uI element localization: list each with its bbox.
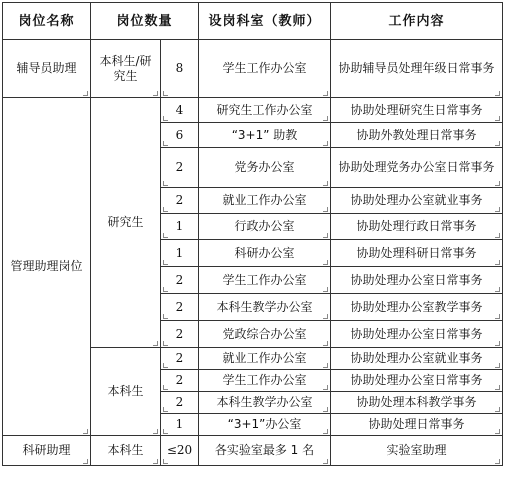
cell-corner-mark bbox=[323, 287, 328, 292]
cell-corner-mark bbox=[495, 407, 500, 412]
content-cell: 协助处理办公室日常事务 bbox=[331, 321, 503, 348]
content-cell: 协助处理办公室日常事务 bbox=[331, 267, 503, 294]
office-cell: 党务办公室 bbox=[199, 148, 331, 188]
table-row bbox=[3, 436, 503, 466]
cell-corner-mark bbox=[163, 314, 168, 319]
office-cell: 学生工作办公室 bbox=[199, 40, 331, 98]
count-cell: 4 bbox=[161, 98, 199, 123]
content-cell: 协助处理办公室就业事务 bbox=[331, 188, 503, 214]
cell-corner-mark bbox=[163, 141, 168, 146]
count-cell: 2 bbox=[161, 267, 199, 294]
count-cell: 2 bbox=[161, 392, 199, 414]
content-cell: 协助处理办公室教学事务 bbox=[331, 294, 503, 321]
cell-corner-mark bbox=[495, 287, 500, 292]
cell-corner-mark bbox=[495, 459, 500, 464]
count-cell: 1 bbox=[161, 240, 199, 267]
cell-corner-mark bbox=[163, 207, 168, 212]
cell-corner-mark bbox=[495, 207, 500, 212]
cell-corner-mark bbox=[163, 181, 168, 186]
content-cell: 协助处理办公室就业事务 bbox=[331, 348, 503, 370]
office-cell: 学生工作办公室 bbox=[199, 370, 331, 392]
cell-corner-mark bbox=[323, 363, 328, 368]
cell-corner-mark bbox=[163, 260, 168, 265]
cell-corner-mark bbox=[323, 207, 328, 212]
content-cell: 实验室助理 bbox=[331, 436, 503, 466]
cell-corner-mark bbox=[323, 116, 328, 121]
position-table bbox=[2, 2, 503, 466]
content-cell: 协助处理办公室日常事务 bbox=[331, 370, 503, 392]
cell-corner-mark bbox=[83, 91, 88, 96]
cell-corner-mark bbox=[163, 233, 168, 238]
cell-corner-mark bbox=[323, 314, 328, 319]
count-cell: 2 bbox=[161, 188, 199, 214]
count-cell: 2 bbox=[161, 148, 199, 188]
student-type-cell-undergraduate: 本科生 bbox=[91, 348, 161, 436]
cell-corner-mark bbox=[495, 260, 500, 265]
count-cell: 1 bbox=[161, 414, 199, 436]
cell-corner-mark bbox=[495, 363, 500, 368]
cell-corner-mark bbox=[323, 91, 328, 96]
count-cell: ≤20 bbox=[161, 436, 199, 466]
cell-corner-mark bbox=[495, 385, 500, 390]
office-cell: 本科生教学办公室 bbox=[199, 294, 331, 321]
cell-corner-mark bbox=[323, 459, 328, 464]
office-cell: 行政办公室 bbox=[199, 214, 331, 240]
count-cell: 2 bbox=[161, 294, 199, 321]
cell-corner-mark bbox=[323, 407, 328, 412]
office-cell: 各实验室最多 1 名 bbox=[199, 436, 331, 466]
content-cell: 协助外教处理日常事务 bbox=[331, 123, 503, 148]
cell-corner-mark bbox=[495, 91, 500, 96]
student-type-cell: 本科生 bbox=[91, 436, 161, 466]
cell-corner-mark bbox=[495, 233, 500, 238]
count-cell: 2 bbox=[161, 321, 199, 348]
student-type-cell-graduate: 研究生 bbox=[91, 98, 161, 348]
cell-corner-mark bbox=[323, 341, 328, 346]
cell-corner-mark bbox=[323, 181, 328, 186]
content-cell: 协助处理本科教学事务 bbox=[331, 392, 503, 414]
cell-corner-mark bbox=[163, 385, 168, 390]
table-row bbox=[3, 98, 503, 123]
header-row bbox=[3, 3, 503, 40]
office-cell: 就业工作办公室 bbox=[199, 348, 331, 370]
office-cell: 就业工作办公室 bbox=[199, 188, 331, 214]
cell-corner-mark bbox=[495, 141, 500, 146]
office-cell: “3+1” 助教 bbox=[199, 123, 331, 148]
content-cell: 协助辅导员处理年级日常事务 bbox=[331, 40, 503, 98]
cell-corner-mark bbox=[323, 260, 328, 265]
group-cell-research-assistant: 科研助理 bbox=[3, 436, 91, 466]
cell-corner-mark bbox=[495, 116, 500, 121]
office-cell: “3+1”办公室 bbox=[199, 414, 331, 436]
cell-corner-mark bbox=[163, 116, 168, 121]
count-cell: 8 bbox=[161, 40, 199, 98]
cell-corner-mark bbox=[163, 363, 168, 368]
cell-corner-mark bbox=[495, 429, 500, 434]
header-position-count: 岗位数量 bbox=[91, 3, 199, 40]
cell-corner-mark bbox=[495, 341, 500, 346]
cell-corner-mark bbox=[163, 429, 168, 434]
office-cell: 本科生教学办公室 bbox=[199, 392, 331, 414]
cell-corner-mark bbox=[323, 385, 328, 390]
cell-corner-mark bbox=[163, 407, 168, 412]
cell-corner-mark bbox=[83, 459, 88, 464]
office-cell: 研究生工作办公室 bbox=[199, 98, 331, 123]
office-cell: 学生工作办公室 bbox=[199, 267, 331, 294]
cell-corner-mark bbox=[495, 181, 500, 186]
count-cell: 2 bbox=[161, 348, 199, 370]
cell-corner-mark bbox=[83, 429, 88, 434]
content-cell: 协助处理党务办公室日常事务 bbox=[331, 148, 503, 188]
group-cell-counselor-assistant: 辅导员助理 bbox=[3, 40, 91, 98]
cell-corner-mark bbox=[153, 459, 158, 464]
cell-corner-mark bbox=[495, 314, 500, 319]
cell-corner-mark bbox=[153, 429, 158, 434]
cell-corner-mark bbox=[153, 341, 158, 346]
cell-corner-mark bbox=[163, 341, 168, 346]
content-cell: 协助处理日常事务 bbox=[331, 414, 503, 436]
office-cell: 党政综合办公室 bbox=[199, 321, 331, 348]
cell-corner-mark bbox=[153, 91, 158, 96]
student-type-cell: 本科生/研究生 bbox=[91, 40, 161, 98]
cell-corner-mark bbox=[323, 429, 328, 434]
cell-corner-mark bbox=[163, 459, 168, 464]
count-cell: 1 bbox=[161, 214, 199, 240]
header-office: 设岗科室（教师） bbox=[199, 3, 331, 40]
office-cell: 科研办公室 bbox=[199, 240, 331, 267]
content-cell: 协助处理行政日常事务 bbox=[331, 214, 503, 240]
group-cell-management-assistant: 管理助理岗位 bbox=[3, 98, 91, 436]
content-cell: 协助处理科研日常事务 bbox=[331, 240, 503, 267]
count-cell: 6 bbox=[161, 123, 199, 148]
cell-corner-mark bbox=[323, 141, 328, 146]
cell-corner-mark bbox=[163, 287, 168, 292]
header-work-content: 工作内容 bbox=[331, 3, 503, 40]
content-cell: 协助处理研究生日常事务 bbox=[331, 98, 503, 123]
header-position-name: 岗位名称 bbox=[3, 3, 91, 40]
cell-corner-mark bbox=[323, 233, 328, 238]
count-cell: 2 bbox=[161, 370, 199, 392]
cell-corner-mark bbox=[163, 91, 168, 96]
table-row bbox=[3, 40, 503, 98]
